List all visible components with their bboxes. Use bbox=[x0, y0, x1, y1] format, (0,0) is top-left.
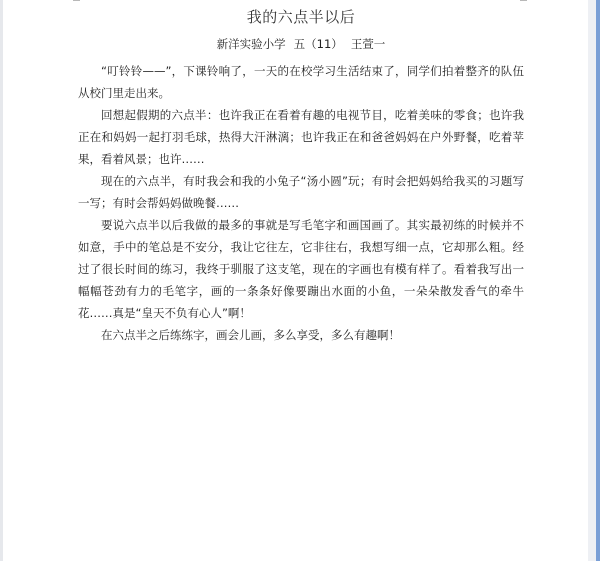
crop-mark-top-left bbox=[73, 0, 80, 1]
byline-author: 王萱一 bbox=[350, 37, 386, 51]
document-byline bbox=[78, 36, 524, 52]
paragraph: 回想起假期的六点半：也许我正在看着有趣的电视节目，吃着美味的零食；也许我正在和妈妈一起打羽毛球，热得大汗淋漓；也许我正在和爸爸妈妈在户外野餐，吃着苹果，看着风景；也许…… bbox=[78, 108, 524, 166]
document-title: 我的六点半以后 bbox=[246, 8, 356, 26]
paragraph: 现在的六点半，有时我会和我的小兔子“汤小圆”玩；有时会把妈妈给我买的习题写一写；有时会帮妈妈做晚餐…… bbox=[78, 174, 524, 210]
left-page-edge bbox=[0, 0, 3, 561]
right-gutter bbox=[588, 0, 596, 561]
document-body bbox=[78, 60, 524, 346]
byline-class: 五（11） bbox=[293, 37, 343, 51]
paragraph: 要说六点半以后我做的最多的事就是写毛笔字和画国画了。其实最初练的时候并不如意，手中的笔总是不安分，我让它往左，它非往右，我想写细一点，它却那么粗。经过了很长时间的练习，我终于驯服了这支笔，现在的字画也有模有样了。看着我写出一幅幅苍劲有力的毛笔字，画的一条条好像要蹦出水面的小鱼，一朵朵散发香气的牵牛花……真是“皇天不负有心人”啊！ bbox=[78, 218, 524, 320]
crop-mark-top-right bbox=[520, 0, 527, 1]
byline-school: 新洋实验小学 bbox=[216, 37, 286, 51]
paragraph: 在六点半之后练练字，画会儿画，多么享受，多么有趣啊！ bbox=[101, 328, 400, 342]
right-scrollbar[interactable] bbox=[596, 0, 600, 561]
paragraph: “叮铃铃——”，下课铃响了，一天的在校学习生活结束了，同学们拍着整齐的队伍从校门里走出来。 bbox=[78, 64, 524, 100]
